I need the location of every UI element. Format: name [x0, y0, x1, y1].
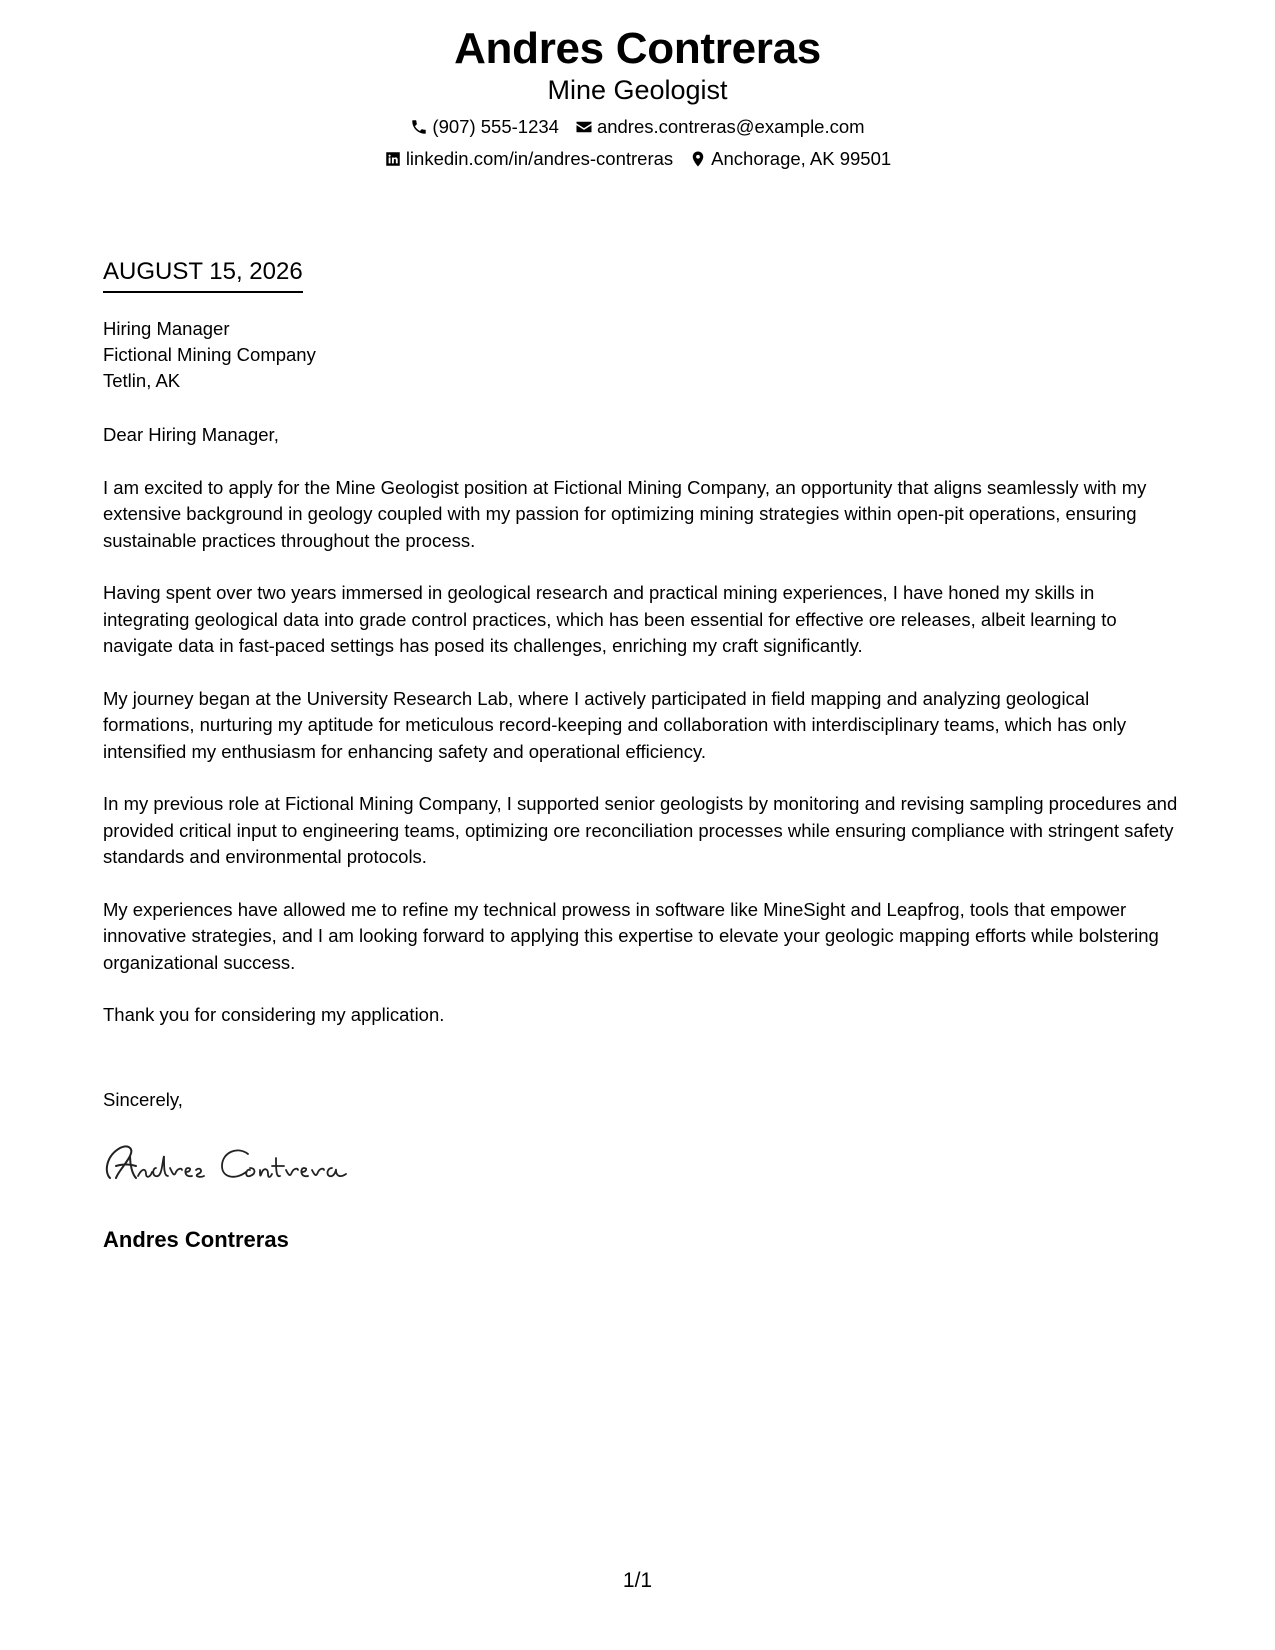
contact-phone [410, 116, 559, 138]
applicant-role: Mine Geologist [547, 75, 728, 105]
recipient-block [103, 316, 316, 394]
recipient-location: Tetlin, AK [103, 370, 181, 391]
contact-email [575, 116, 865, 138]
linkedin-icon [384, 150, 402, 168]
envelope-icon [575, 118, 593, 136]
body-paragraph: I am excited to apply for the Mine Geologist position at Fictional Mining Company, an opportunity that aligns seamlessly with my extensive background in geology coupled with my passion for optimizing mining strategies within open-pit operations, ensuring sustainable practices throughout the process. [103, 476, 1147, 551]
salutation: Dear Hiring Manager, [103, 424, 279, 445]
recipient-company: Fictional Mining Company [103, 344, 316, 365]
phone-text: (907) 555-1234 [432, 116, 559, 137]
email-text: andres.contreras@example.com [596, 116, 865, 137]
body-paragraph: Having spent over two years immersed in geological research and practical mining experiences, I have honed my skills in integrating geological data into grade control practices, which has been essential for effective ore releases, albeit learning to navigate data in fast-paced settings has posed its challenges, enriching my craft significantly. [103, 582, 1117, 656]
location-text: Anchorage, AK 99501 [711, 148, 892, 169]
signed-name: Andres Contreras [103, 1227, 289, 1252]
page-number: 1/1 [622, 1569, 653, 1592]
contact-location [689, 148, 891, 170]
contact-linkedin [384, 148, 673, 170]
letter-body [103, 422, 1183, 1055]
body-paragraph: My experiences have allowed me to refine my technical prowess in software like MineSight and Leapfrog, tools that empower innovative strategies, and I am looking forward to applying this expertise to elevate your geologic mapping efforts while bolstering organizational success. [103, 898, 1159, 973]
linkedin-text: linkedin.com/in/andres-contreras [405, 148, 674, 169]
phone-icon [410, 118, 428, 136]
handwritten-signature [100, 1138, 370, 1188]
body-paragraph: My journey began at the University Research Lab, where I actively participated in field mapping and analyzing geological formations, nurturing my aptitude for meticulous record-keeping and collaboration with interdisciplinary teams, which has only intensified my enthusiasm for enhancing safety and operational efficiency. [103, 687, 1127, 762]
letter-date: AUGUST 15, 2026 [103, 258, 303, 293]
contact-line-secondary [0, 148, 1275, 170]
letter-header [0, 22, 1275, 170]
applicant-name: Andres Contreras [454, 24, 821, 73]
recipient-title: Hiring Manager [103, 318, 230, 339]
body-paragraph: In my previous role at Fictional Mining Company, I supported senior geologists by monitoring and revising sampling procedures and provided critical input to engineering teams, optimizing ore reconciliation processes while ensuring compliance with stringent safety standards and environmental protocols. [103, 793, 1178, 867]
map-marker-icon [689, 150, 707, 168]
closing-line: Sincerely, [103, 1089, 183, 1110]
body-paragraph: Thank you for considering my application. [103, 1004, 445, 1025]
contact-line-primary [0, 116, 1275, 138]
